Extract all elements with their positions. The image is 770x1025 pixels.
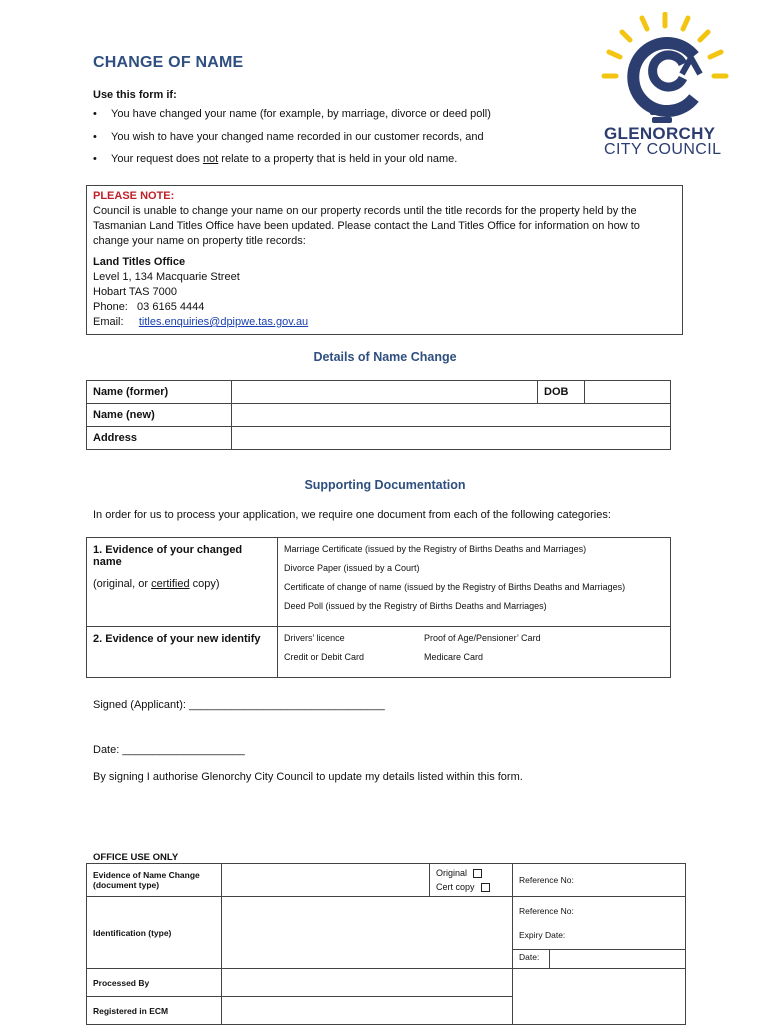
bullet-icon: • (93, 108, 97, 120)
details-heading: Details of Name Change (313, 350, 457, 364)
name-new-field[interactable] (232, 404, 671, 427)
address-field[interactable] (232, 427, 671, 450)
reference-2: Reference No: (519, 906, 574, 916)
bullet-icon: • (93, 130, 97, 143)
list-item: Medicare Card (424, 652, 484, 662)
name-new-label: Name (new) (87, 404, 232, 427)
category-1 (87, 538, 278, 627)
copy-type-cell (430, 864, 513, 897)
office-email: Email: titles.enquiries@dpipwe.tas.gov.au (93, 316, 309, 328)
name-former-label: Name (former) (87, 381, 232, 404)
page-title: CHANGE OF NAME (93, 54, 244, 71)
date-label: Date: (513, 950, 550, 969)
list-item: Credit or Debit Card (284, 652, 365, 662)
office-address-line2: Hobart TAS 7000 (93, 286, 177, 298)
registered-ecm-field[interactable] (222, 997, 513, 1025)
intro-text: Use this form if: (93, 89, 177, 101)
logo-subtitle: CITY COUNCIL (604, 141, 722, 158)
list-item: Divorce Paper (issued by a Court) (284, 563, 420, 573)
dob-label: DOB (538, 381, 585, 404)
office-use-heading: OFFICE USE ONLY (93, 852, 179, 863)
office-name: Land Titles Office (93, 256, 186, 268)
dob-field[interactable] (585, 381, 671, 404)
supporting-heading: Supporting Documentation (304, 478, 466, 492)
supporting-intro: In order for us to process your application, we require one document from each of the following categories: (93, 509, 611, 521)
details-table (86, 380, 671, 450)
office-empty-cell (513, 969, 686, 1025)
name-former-field[interactable] (232, 381, 538, 404)
office-address-line1: Level 1, 134 Macquarie Street (93, 271, 240, 283)
category-1-docs (278, 538, 671, 627)
signed-line[interactable]: Signed (Applicant): ________________________________ (93, 699, 385, 711)
date-field[interactable] (550, 950, 686, 969)
cert-copy-checkbox[interactable] (481, 883, 490, 892)
authorise-text: By signing I authorise Glenorchy City Council to update my details listed within this form. (93, 771, 523, 783)
supporting-docs-table (86, 537, 671, 678)
list-item: • You have changed your name (for example, by marriage, divorce or deed poll) (93, 108, 491, 120)
registered-ecm-label: Registered in ECM (87, 997, 222, 1025)
processed-by-field[interactable] (222, 969, 513, 997)
list-item: • Your request does not relate to a property that is held in your old name. (93, 153, 458, 165)
reference-2-cell (513, 897, 686, 950)
list-item: Certificate of change of name (issued by the Registry of Births Deaths and Marriages) (284, 582, 626, 592)
list-item: Proof of Age/Pensioner’ Card (424, 633, 541, 643)
office-use-table (86, 863, 686, 1025)
note-body: Council is unable to change your name on our property records until the title records for the property held by the Tasmanian Land Titles Office have been updated. Please contact the Land Titles Office for information on how to change your name on property title records: (93, 205, 640, 247)
identification-label: Identification (type) (87, 897, 222, 969)
evidence-label: Evidence of Name Change (document type) (87, 864, 222, 897)
list-item: Drivers’ licence (284, 633, 345, 643)
reference-1: Reference No: (513, 864, 686, 897)
logo-name: GLENORCHY (604, 124, 716, 143)
email-link[interactable]: titles.enquiries@dpipwe.tas.gov.au (138, 316, 309, 328)
please-note-box (86, 185, 683, 335)
bullet-list (93, 108, 491, 176)
date-line[interactable]: Date: ____________________ (93, 744, 245, 756)
evidence-field[interactable] (222, 864, 430, 897)
category-2 (87, 627, 278, 678)
category-1-title: 1. Evidence of your changed name (93, 544, 243, 568)
original-checkbox[interactable] (473, 869, 482, 878)
note-heading: PLEASE NOTE: (93, 190, 175, 202)
category-1-note: (original, or certified copy) (93, 578, 220, 590)
cert-copy-label: Cert copy (436, 882, 475, 892)
category-2-title: 2. Evidence of your new identify (93, 633, 261, 645)
processed-by-label: Processed By (87, 969, 222, 997)
list-item: Marriage Certificate (issued by the Registry of Births Deaths and Marriages) (284, 544, 587, 554)
bullet-icon: • (93, 153, 97, 165)
list-item: • You wish to have your changed name recorded in our customer records, and (93, 130, 484, 143)
identification-field[interactable] (222, 897, 513, 969)
address-label: Address (87, 427, 232, 450)
office-phone: Phone: 03 6165 4444 (93, 301, 205, 313)
list-item: Deed Poll (issued by the Registry of Births Deaths and Marriages) (284, 601, 547, 611)
category-2-docs (278, 627, 671, 678)
expiry-date: Expiry Date: (519, 930, 566, 940)
original-label: Original (436, 868, 468, 878)
